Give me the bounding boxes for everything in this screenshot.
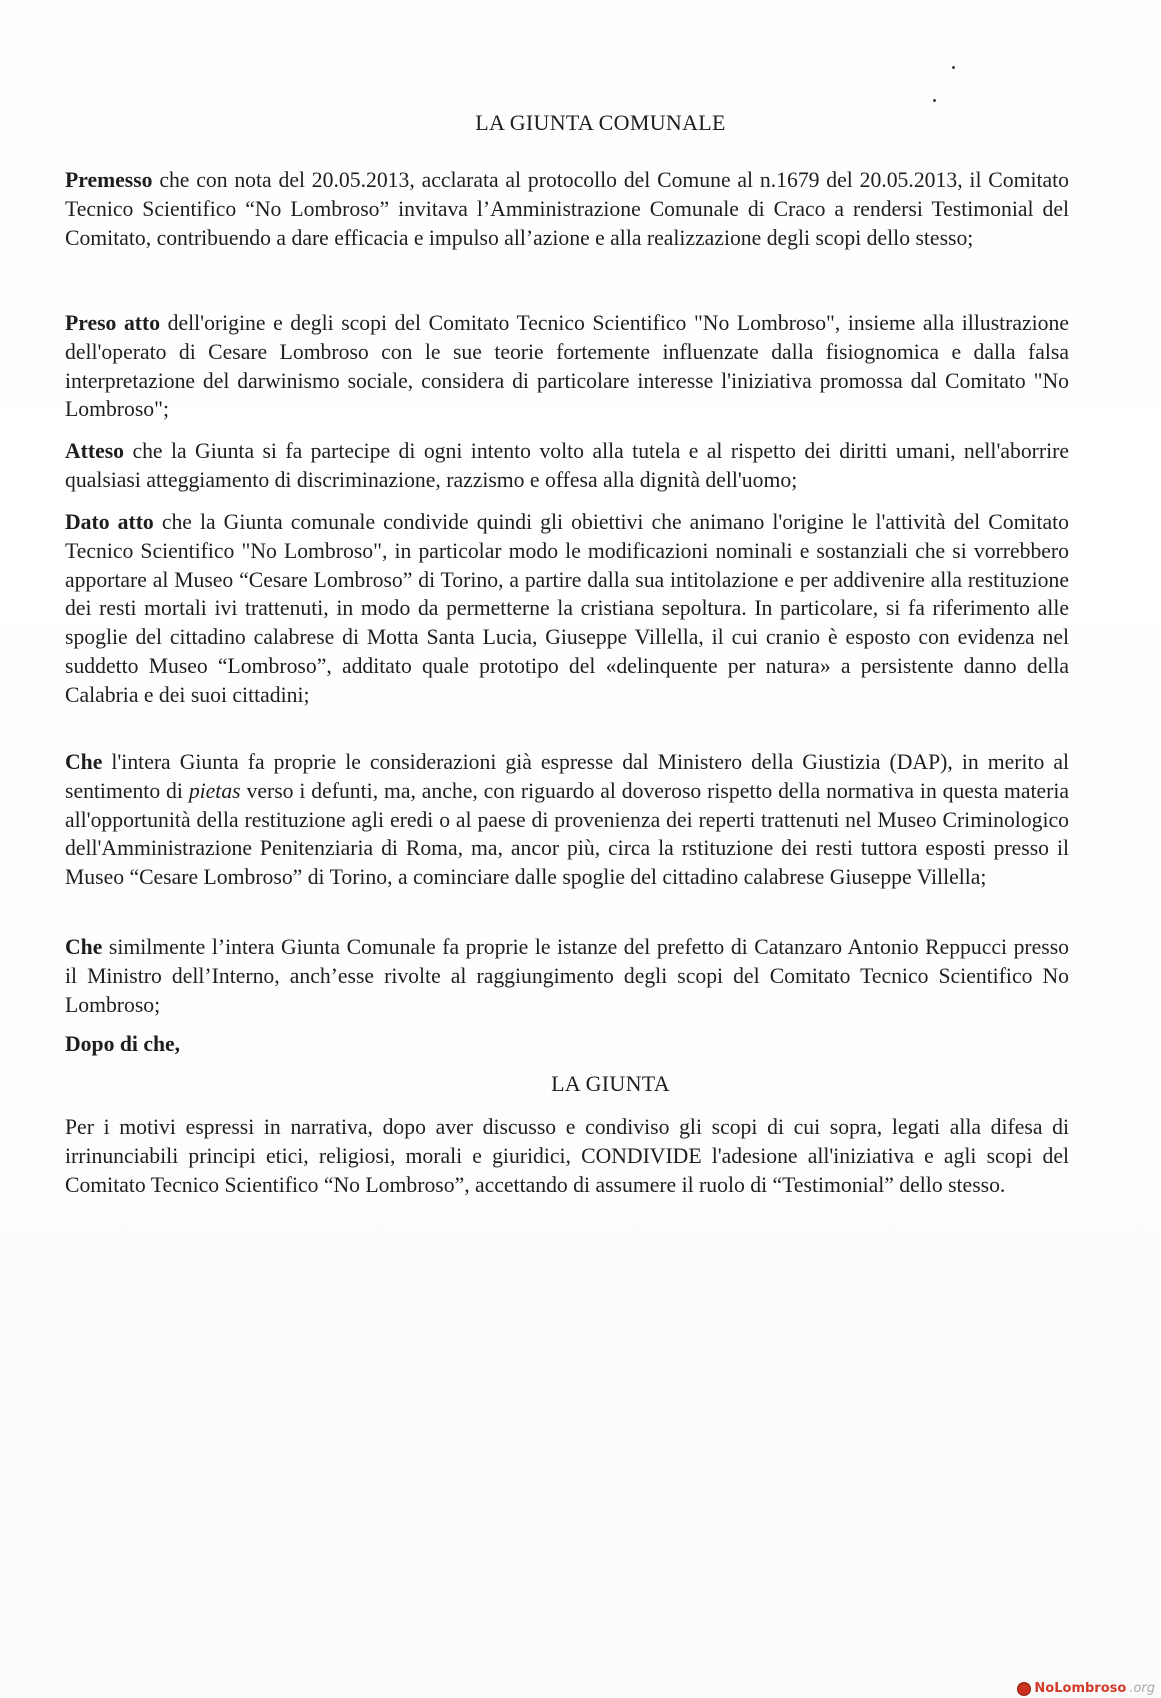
paragraph-lead: Dato atto bbox=[65, 510, 154, 534]
paragraph-text: che la Giunta si fa partecipe di ogni intento volto alla tutela e al rispetto dei diritti umani, nell'aborrire qualsiasi atteggiamento di discriminazione, razzismo e offesa alla dignità dell'uomo; bbox=[65, 439, 1069, 492]
scan-speck bbox=[933, 99, 936, 102]
final-paragraph: Per i motivi espressi in narrativa, dopo aver discusso e condiviso gli scopi di cui sopra, legati alla difesa di irrinunciabili principi etici, religiosi, morali e giuridici, CONDIVIDE l'adesione all'iniziativa e agli scopi del Comitato Tecnico Scientifico “No Lombroso”, accettando di assumere il ruolo di “Testimonial” dello stesso. bbox=[65, 1115, 1069, 1197]
no-lombroso-logo-icon bbox=[1017, 1682, 1031, 1696]
site-watermark bbox=[1017, 1681, 1155, 1696]
section-subheading: LA GIUNTA bbox=[551, 1071, 670, 1096]
paragraph-dato-atto bbox=[65, 508, 1069, 710]
paragraph-lead: Premesso bbox=[65, 168, 153, 192]
paragraph-text: similmente l’intera Giunta Comunale fa proprie le istanze del prefetto di Catanzaro Antonio Reppucci presso il Ministro dell’Interno, anch’esse rivolte al raggiungimento degli scopi del Comitato Tecnico Scientifico No Lombroso; bbox=[65, 935, 1069, 1017]
paragraph-atteso bbox=[65, 437, 1069, 495]
paragraph-text: che con nota del 20.05.2013, acclarata al protocollo del Comune al n.1679 del 20.05.2013, il Comitato Tecnico Scientifico “No Lombroso” invitava l’Amministrazione Comunale di Craco a rendersi Testimonial del Comitato, contribuendo a dare efficacia e impulso all’azione e alla realizzazione degli scopi dello stesso; bbox=[65, 168, 1069, 250]
paragraph-text: dell'origine e degli scopi del Comitato Tecnico Scientifico "No Lombroso", insieme alla illustrazione dell'operato di Cesare Lombroso con le sue teorie fortemente influenzate dalla fisiognomica e dalla falsa interpretazione del darwinismo sociale, considera di particolare interesse l'iniziativa promossa dal Comitato "No Lombroso"; bbox=[65, 311, 1069, 422]
paragraph-italic: pietas bbox=[188, 778, 241, 803]
paragraph-che-prefetto bbox=[65, 933, 1069, 1019]
paragraph-lead: Che bbox=[65, 935, 103, 959]
document-heading: LA GIUNTA COMUNALE bbox=[475, 110, 726, 135]
paragraph-lead: Preso atto bbox=[65, 311, 161, 335]
scan-speck bbox=[952, 66, 955, 69]
conclusion-lead-text: Dopo di che, bbox=[65, 1032, 181, 1056]
paragraph-premesso bbox=[65, 166, 1069, 252]
paragraph-preso-atto bbox=[65, 309, 1069, 424]
paragraph-text: verso i defunti, ma, anche, con riguardo al doveroso rispetto della normativa in questa materia all'opportunità della restituzione agli eredi o al paese di provenienza dei reperti trattenuti nel Museo Criminologico dell'Amministrazione Penitenziaria di Roma, ma, ancor più, circa la rstituzione dei resti tuttora esposti presso il Museo “Cesare Lombroso” di Torino, a cominciare dalle spoglie del cittadino calabrese Giuseppe Villella; bbox=[65, 778, 1069, 890]
watermark-brand: NoLombroso bbox=[1034, 1681, 1127, 1696]
paragraph-lead: Che bbox=[65, 750, 103, 774]
paragraph-text: l'intera Giunta fa proprie le considerazioni già espresse dal Ministero della Giustizia (DAP), in merito al sentimento di bbox=[65, 750, 1069, 803]
conclusion-lead bbox=[65, 1030, 1069, 1059]
paragraph-text: che la Giunta comunale condivide quindi gli obiettivi che animano l'origine le l'attività del Comitato Tecnico Scientifico "No Lombroso", in particolar modo le modificazioni nominali e sostanziali che si vorrebbero apportare al Museo “Cesare Lombroso” di Torino, a partire dalla sua intitolazione e per addivenire alla restituzione dei resti mortali ivi trattenuti, in modo da permetterne la cristiana sepoltura. In particolare, si fa riferimento alle spoglie del cittadino calabrese di Motta Santa Lucia, Giuseppe Villella, il cui cranio è esposto con evidenza nel suddetto Museo “Lombroso”, additato quale prototipo del «delinquente per natura» a persistente danno della Calabria e dei suoi cittadini; bbox=[65, 510, 1069, 707]
watermark-suffix: .org bbox=[1129, 1681, 1155, 1696]
paragraph-che-ministero bbox=[65, 748, 1069, 892]
paragraph-lead: Atteso bbox=[65, 439, 125, 463]
